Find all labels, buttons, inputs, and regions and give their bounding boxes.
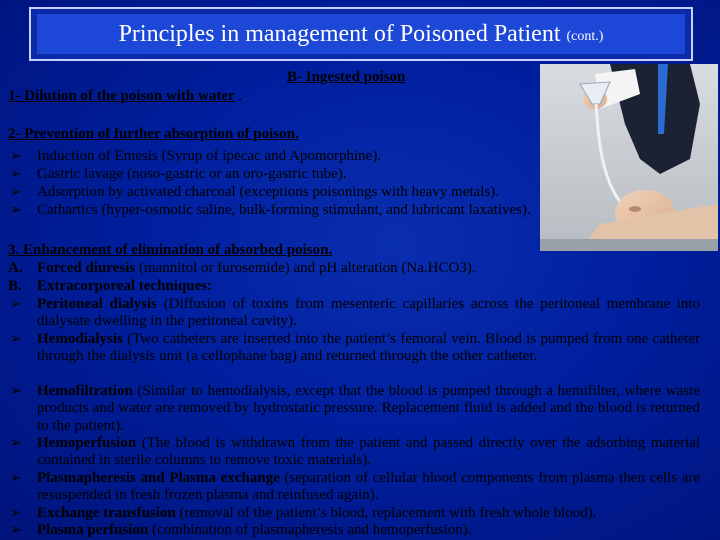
bullet-arrow-icon: ➢ [10,332,22,347]
enhancement-b [8,278,213,295]
title-frame [29,7,693,61]
item-text: (removal of the patient’s blood, replacement with fresh whole blood). [175,505,597,521]
bullet-arrow-icon: ➢ [10,185,22,200]
dilution-tail: . [234,88,243,104]
item-text: (The blood is withdrawn from the patient and passed directly over the adsorbing material contained in sterile columns to remove toxic materials). [37,435,700,469]
enhancement-heading: 3. Enhancement of elimination of absorbed poison. [8,242,333,258]
enhancement-b-label: B. [8,278,22,294]
item-text: (Similar to hemodialysis, except that the blood is pumped through a hemifilter, where waste products and water are removed by hydrostatic pressure. Replacement fluid is added and the blood is returned to the patient). [37,383,700,434]
plasmapheresis-item [37,470,700,505]
hemoperfusion-item [37,435,700,470]
bullet-arrow-icon: ➢ [10,384,22,399]
extracorporeal-heading: Extracorporeal techniques: [37,278,213,294]
item-term: Plasmapheresis and Plasma exchange [37,470,280,486]
forced-diuresis-text: (mannitol or furosemide) and pH alteration (Na.HCO3). [135,260,476,276]
bullet-arrow-icon: ➢ [10,297,22,312]
hemodialysis-item [37,331,700,366]
item-text: (combination of plasmapheresis and hemoperfusion). [148,522,472,538]
bullet-arrow-icon: ➢ [10,203,22,218]
forced-diuresis-term: Forced diuresis [37,260,136,276]
item-text: (separation of cellular blood components from plasma then cells are resuspended in fresh frozen plasma and reinfused again). [37,470,700,504]
item-term: Plasma perfusion [37,522,149,538]
dilution-heading: 1- Dilution of the poison with water [8,88,235,104]
bullet-arrow-icon: ➢ [10,167,22,182]
bullet-arrow-icon: ➢ [10,506,22,521]
dilution-line [8,88,242,105]
slide-body [0,64,720,540]
enhancement-a [8,260,476,277]
bullet-arrow-icon: ➢ [10,436,22,451]
prevention-item-1: Induction of Emesis (Syrup of ipecac and Apomorphine). [37,148,382,164]
plasma-perfusion-item [37,522,472,539]
slide-title-cont: (cont.) [566,29,604,44]
item-text: (Diffusion of toxins from mesenteric capillaries across the peritoneal membrane into dialysate dwelling in the peritoneal cavity). [37,296,700,330]
slide-title-main: Principles in management of Poisoned Patient [118,20,561,47]
prevention-heading: 2- Prevention of further absorption of poison. [8,126,299,142]
hemofiltration-item [37,383,700,435]
exchange-transfusion-item [37,505,597,522]
item-term: Exchange transfusion [37,505,176,521]
item-text: (Two catheters are inserted into the patient’s femoral vein. Blood is pumped from one catheter through the dialysis unit (a cellophane bag) and returned through the other catheter. [37,331,700,365]
item-term: Peritoneal dialysis [37,296,158,312]
item-term: Hemodialysis [37,331,123,347]
enhancement-a-label: A. [8,260,23,276]
bullet-arrow-icon: ➢ [10,471,22,486]
item-term: Hemoperfusion [37,435,137,451]
prevention-item-2: Gastric lavage (noso-gastric or an oro-gastric tube). [37,166,347,182]
peritoneal-dialysis-item [37,296,700,331]
prevention-item-3: Adsorption by activated charcoal (exceptions poisonings with heavy metals). [37,184,499,200]
bullet-arrow-icon: ➢ [10,523,22,538]
bullet-arrow-icon: ➢ [10,149,22,164]
slide-title [37,14,685,54]
section-b-heading: B- Ingested poison [287,69,406,85]
prevention-item-4: Cathartics (hyper-osmotic saline, bulk-forming stimulant, and lubricant laxatives). [37,202,531,218]
item-term: Hemofiltration [37,383,133,399]
